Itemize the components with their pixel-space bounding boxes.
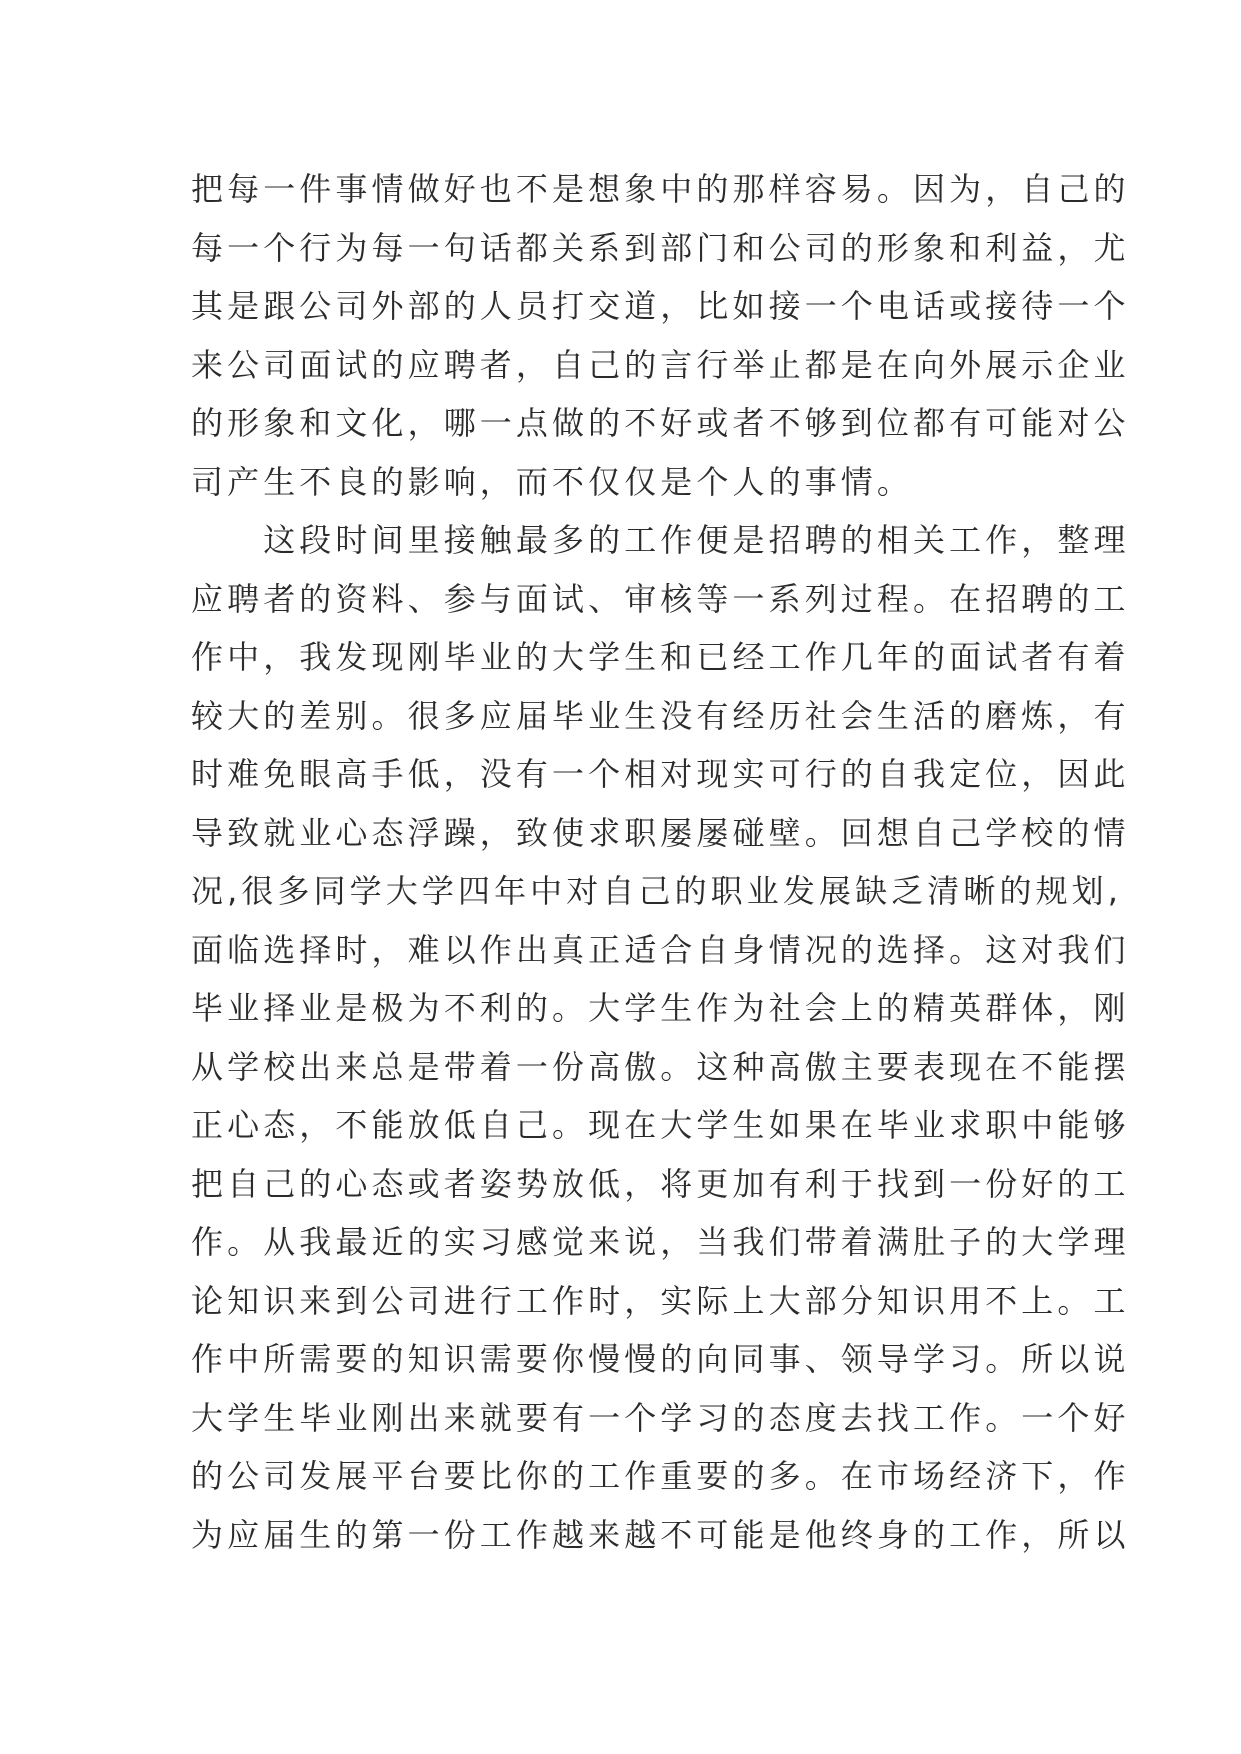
text-line: 正心态，不能放低自己。现在大学生如果在毕业求职中能够 (191, 1106, 1130, 1144)
text-line: 的形象和文化，哪一点做的不好或者不够到位都有可能对公 (191, 404, 1130, 442)
text-line: 把自己的心态或者姿势放低，将更加有利于找到一份好的工 (191, 1164, 1130, 1203)
text-line: 每一个行为每一句话都关系到部门和公司的形象和利益，尤 (191, 228, 1130, 267)
text-line: 较大的差别。很多应届毕业生没有经历社会生活的磨炼，有 (191, 696, 1130, 735)
text-line: 应聘者的资料、参与面试、审核等一系列过程。在招聘的工 (191, 579, 1130, 618)
text-line: 大学生毕业刚出来就要有一个学习的态度去找工作。一个好 (191, 1398, 1130, 1437)
text-line: 作。从我最近的实习感觉来说，当我们带着满肚子的大学理 (191, 1223, 1130, 1261)
text-line: 导致就业心态浮躁，致使求职屡屡碰壁。回想自己学校的情 (191, 813, 1130, 852)
text-line: 其是跟公司外部的人员打交道，比如接一个电话或接待一个 (191, 287, 1130, 325)
body-text (191, 160, 1130, 1564)
text-line: 司产生不良的影响，而不仅仅是个人的事情。 (191, 462, 914, 501)
text-line: 时难免眼高手低，没有一个相对现实可行的自我定位，因此 (191, 755, 1130, 793)
text-line: 作中所需要的知识需要你慢慢的向同事、领导学习。所以说 (191, 1340, 1130, 1378)
text-line: 把每一件事情做好也不是想象中的那样容易。因为，自己的 (191, 170, 1130, 208)
text-line: 毕业择业是极为不利的。大学生作为社会上的精英群体，刚 (191, 989, 1130, 1027)
text-line: 论知识来到公司进行工作时，实际上大部分知识用不上。工 (191, 1281, 1130, 1320)
text-line: 这段时间里接触最多的工作便是招聘的相关工作，整理 (191, 521, 1130, 559)
text-line: 的公司发展平台要比你的工作重要的多。在市场经济下，作 (191, 1457, 1130, 1495)
text-line: 面临选择时，难以作出真正适合自身情况的选择。这对我们 (191, 930, 1130, 969)
text-line: 从学校出来总是带着一份高傲。这种高傲主要表现在不能摆 (191, 1047, 1130, 1086)
text-line: 为应届生的第一份工作越来越不可能是他终身的工作，所以 (191, 1515, 1130, 1554)
text-line: 作中，我发现刚毕业的大学生和已经工作几年的面试者有着 (191, 638, 1130, 676)
text-line: 来公司面试的应聘者，自己的言行举止都是在向外展示企业 (191, 345, 1130, 384)
text-line: 况,很多同学大学四年中对自己的职业发展缺乏清晰的规划, (191, 872, 1123, 910)
